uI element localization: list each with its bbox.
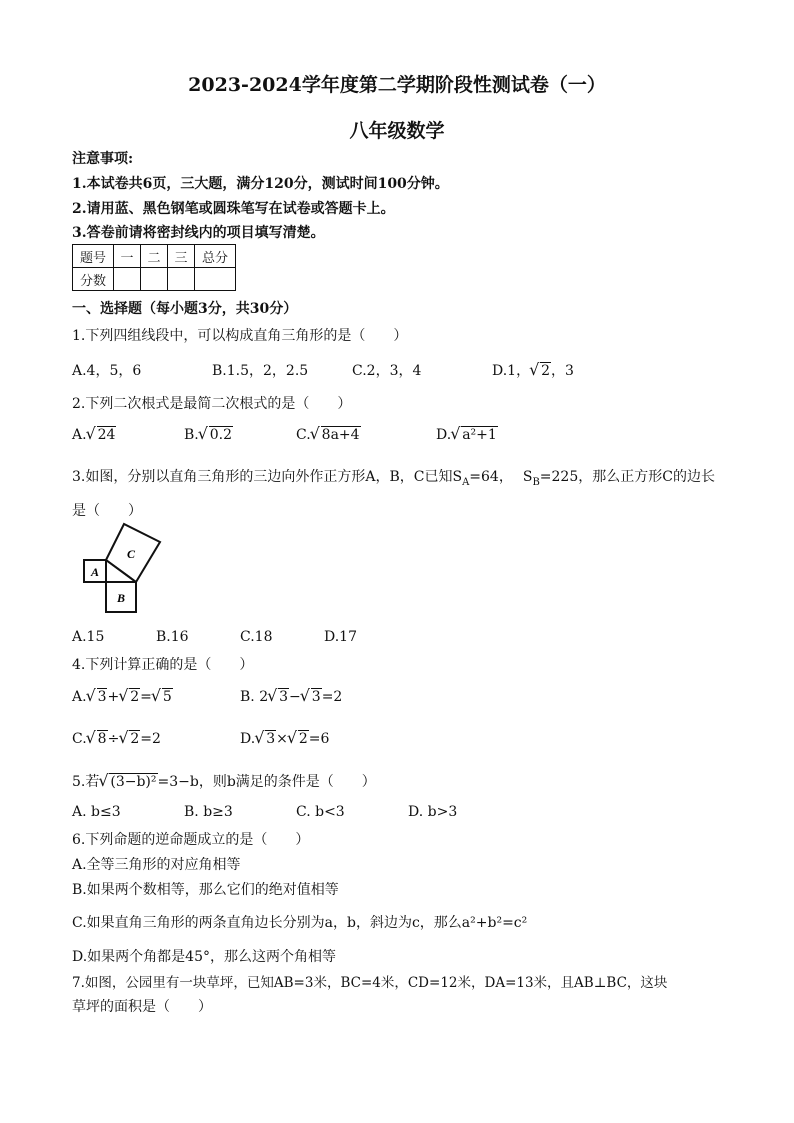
q4-b-radicand: 3: [311, 689, 321, 705]
score-table-cell: 总分: [195, 245, 236, 268]
question-7-stem: 7.如图，公园里有一块草坪，已知AB=3米，BC=4米，CD=12米，DA=13米，且AB⊥BC，这块: [72, 975, 668, 991]
q2-d-prefix: D.: [436, 427, 452, 443]
q4-a-radicand: 2: [130, 689, 140, 705]
q6-option-b: B.如果两个数相等，那么它们的绝对值相等: [72, 882, 339, 898]
score-input-cell[interactable]: [195, 268, 236, 291]
q4-option-b: [240, 689, 342, 705]
q3-option-b: B.16: [156, 629, 189, 645]
q4-a-prefix: A.: [72, 689, 87, 705]
score-table-cell: 题号: [73, 245, 114, 268]
q2-a-prefix: A.: [72, 427, 87, 443]
question-2-stem: 2.下列二次根式是最简二次根式的是（ ）: [72, 396, 352, 412]
q4-a-radicand: 3: [97, 689, 107, 705]
q4-c-equals: =2: [140, 731, 161, 747]
q3-option-c: C.18: [240, 629, 273, 645]
q1-option-d: [492, 360, 574, 380]
q5-option-d: D. b>3: [408, 804, 458, 820]
q1-d-suffix: ，3: [551, 363, 574, 379]
exam-subtitle: 八年级数学: [349, 120, 445, 142]
q3-s-symbol: S: [522, 469, 533, 485]
note-item: 1.本试卷共6页，三大题，满分120分，测试时间100分钟。: [72, 176, 449, 192]
q1-d-radicand: 2: [541, 363, 551, 379]
q4-option-d: [240, 731, 329, 747]
q1-option-c: C.2，3，4: [352, 363, 422, 379]
q5-suffix: =3−b，则b满足的条件是（ ）: [157, 774, 376, 790]
q2-a-radicand: 24: [97, 427, 116, 443]
square-b-label: B: [117, 591, 126, 605]
q6-option-d: D.如果两个角都是45°，那么这两个角相等: [72, 949, 336, 965]
q1-option-b: B.1.5，2，2.5: [212, 363, 309, 379]
q2-option-b: [184, 427, 233, 443]
q5-option-c: C. b<3: [296, 804, 345, 820]
q1-d-prefix: D.1，: [492, 363, 531, 379]
q4-d-operator: ×: [276, 731, 288, 747]
section-heading: 一、选择题（每小题3分，共30分）: [72, 301, 298, 317]
q4-d-radicand: 3: [266, 731, 276, 747]
q3-sb-subscript: B: [532, 476, 540, 488]
q4-b-prefix: B. 2: [240, 689, 269, 705]
score-input-cell[interactable]: [168, 268, 195, 291]
q3-sa-value: =64，: [469, 469, 513, 485]
q4-c-operator: ÷: [107, 731, 120, 747]
q2-c-prefix: C.: [296, 427, 311, 443]
q4-d-radicand: 2: [298, 731, 308, 747]
q4-c-radicand: 8: [97, 731, 107, 747]
score-input-cell[interactable]: [141, 268, 168, 291]
q6-option-c: C.如果直角三角形的两条直角边长分别为a，b，斜边为c，那么a²+b²=c²: [72, 915, 528, 931]
score-table-cell: 分数: [73, 268, 114, 291]
q4-d-prefix: D.: [240, 731, 256, 747]
square-a-label: A: [91, 565, 100, 579]
notes-heading: 注意事项:: [72, 151, 134, 167]
square-c-label: C: [127, 547, 136, 561]
q4-option-a: [72, 689, 173, 705]
question-7-stem-cont: 草坪的面积是（ ）: [72, 999, 212, 1015]
q3-sa-subscript: A: [462, 476, 470, 488]
q2-option-d: [436, 427, 498, 443]
q2-b-radicand: 0.2: [209, 427, 233, 443]
q4-c-prefix: C.: [72, 731, 87, 747]
exam-title: 2023-2024学年度第二学期阶段性测试卷（一）: [188, 74, 606, 96]
q2-b-prefix: B.: [184, 427, 199, 443]
q4-option-c: [72, 731, 161, 747]
q5-option-a: A. b≤3: [72, 804, 121, 820]
q4-b-operator: −: [289, 689, 301, 705]
q4-b-equals: =2: [321, 689, 343, 705]
q5-option-b: B. b≥3: [184, 804, 233, 820]
q3-sb-value: =225，那么正方形C的边长: [539, 469, 715, 485]
q4-a-operator: +: [107, 689, 120, 705]
note-item: 3.答卷前请将密封线内的项目填写清楚。: [72, 225, 325, 241]
q4-d-equals: =6: [308, 731, 330, 747]
q3-option-d: D.17: [324, 629, 357, 645]
score-table-cell: 三: [168, 245, 195, 268]
q3-option-a: A.15: [72, 629, 105, 645]
q5-prefix: 5.若: [72, 774, 100, 790]
question-3-stem-cont: 是（ ）: [72, 503, 142, 519]
question-6-stem: 6.下列命题的逆命题成立的是（ ）: [72, 832, 310, 848]
q4-c-radicand: 2: [130, 731, 140, 747]
q4-a-radicand: 5: [162, 689, 172, 705]
question-4-stem: 4.下列计算正确的是（ ）: [72, 657, 254, 673]
score-table: [72, 244, 236, 291]
q3-stem-part: 3.如图，分别以直角三角形的三边向外作正方形A，B，C已知S: [72, 469, 463, 485]
q4-b-radicand: 3: [279, 689, 289, 705]
question-1-stem: 1.下列四组线段中，可以构成直角三角形的是（ ）: [72, 328, 408, 344]
q5-radicand: (3−b)²: [110, 774, 157, 790]
q4-a-equals: =: [140, 689, 152, 705]
q2-c-radicand: 8a+4: [321, 427, 360, 443]
q1-option-a: A.4，5，6: [72, 363, 142, 379]
score-table-cell: 二: [141, 245, 168, 268]
score-input-cell[interactable]: [114, 268, 141, 291]
q2-option-a: [72, 427, 116, 443]
question-3-stem: [72, 466, 715, 488]
question-5-stem: [72, 771, 376, 791]
score-table-cell: 一: [114, 245, 141, 268]
note-item: 2.请用蓝、黑色钢笔或圆珠笔写在试卷或答题卡上。: [72, 201, 395, 217]
squares-figure: [72, 520, 172, 624]
q6-option-a: A.全等三角形的对应角相等: [72, 857, 241, 873]
q2-d-radicand: a²+1: [462, 427, 497, 443]
q2-option-c: [296, 427, 361, 443]
